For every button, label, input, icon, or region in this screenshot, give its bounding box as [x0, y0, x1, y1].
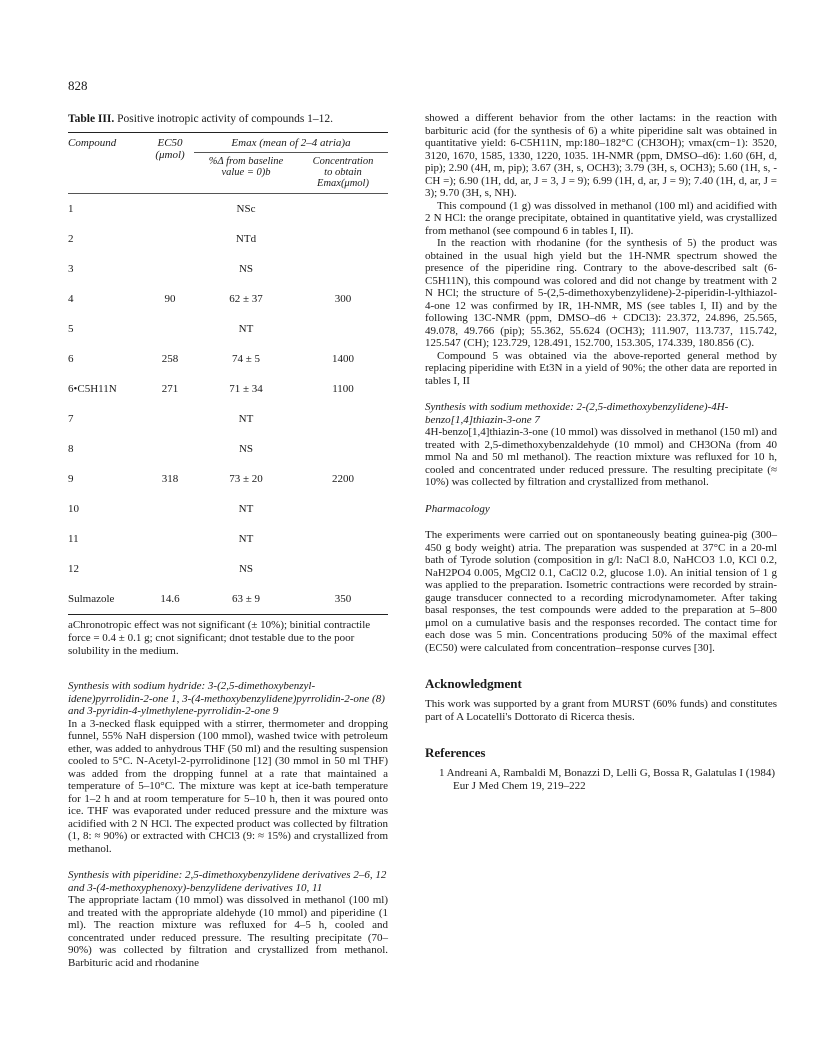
table-row: [68, 434, 388, 464]
cell-emax-pct: NT: [238, 323, 254, 335]
table-caption-text: Positive inotropic activity of compounds 1–12.: [117, 113, 334, 125]
header-emax-rule: [194, 152, 388, 153]
header-pct-line1: %Δ from baseline: [208, 156, 284, 167]
cell-emax-pct: NT: [238, 503, 254, 515]
cell-emax-conc: 1100: [332, 383, 354, 395]
header-ec50-line2: (μmol): [155, 149, 185, 161]
table-row: [68, 314, 388, 344]
table-row: [68, 554, 388, 584]
section-sodium-hydride-title: Synthesis with sodium hydride: 3-(2,5-dimethoxybenzyl-idene)pyrrolidin-2-one 1, 3-(4-methoxybenzylidene)pyrrolidin-2-one (8) and 3-pyridin-4-ylmethylene-pyrrolidin-2-one 9: [68, 680, 385, 717]
cell-ec50: [146, 194, 194, 224]
table-row: [68, 404, 388, 434]
cell-emax-conc: 300: [334, 293, 352, 305]
cell-emax-conc: 2200: [332, 473, 354, 485]
table-row: [68, 284, 388, 314]
table-footnote: aChronotropic effect was not significant (± 10%); binitial contractile force = 0.4 ± 0.1 g; cnot significant; dnot testable due to the poor solubility in the medium.: [68, 619, 371, 657]
paragraph-compound-dissolved: This compound (1 g) was dissolved in methanol (100 ml) and acidified with 2 N HCl: the orange precipitate, obtained in quantitative yield, was crystallized from methanol (see compound 6 in tables I, II).: [425, 199, 777, 237]
header-emax: [194, 133, 388, 189]
header-conc-line2: to obtain Emax(μmol): [317, 167, 369, 189]
paragraph-barbituric: showed a different behavior from the other lactams: in the reaction with barbituric acid (for the synthesis of 6) a white piperidine salt was obtained in quantitative yield: 6-C5H11N, mp:180–182°C (CH3OH); νmax(cm−1): 3520, 3120, 1670, 1585, 1330, 1220, 1035. 1H-NMR (ppm, DMSO–d6): 1.60 (6H, d, pip); 2.90 (4H, m, pip); 3.67 (3H, s, OCH3); 3.79 (3H, s, OCH3); 5.60 (1H, s, -CH =); 6.90 (1H, dd, ar, J = 3, J = 9); 6.99 (1H, d, ar, J = 9); 7.40 (1H, d, ar, J = 3); 9.70 (3H, s, NH).: [425, 112, 777, 199]
cell-emax-pct: NS: [238, 563, 254, 575]
cell-ec50: 318: [161, 473, 179, 485]
table-row: [68, 524, 388, 554]
cell-ec50: [146, 524, 194, 554]
cell-ec50: [146, 314, 194, 344]
cell-ec50: [146, 404, 194, 434]
table-row: [68, 494, 388, 524]
header-pct: [194, 156, 298, 189]
cell-compound: 8: [68, 443, 74, 455]
acknowledgment-body: This work was supported by a grant from MURST (60% funds) and constitutes part of A Locatelli's Dottorato di Ricerca thesis.: [425, 698, 777, 723]
header-compound: Compound: [68, 137, 117, 149]
section-sodium-hydride-body: In a 3-necked flask equipped with a stirrer, thermometer and dropping funnel, 55% NaH dispersion (100 mmol), washed twice with petroleum ether, was added to anhydrous THF (50 ml) and the resulting suspension cooled to 5°C. N-Acetyl-2-pyrrolidinone [12] (30 mmol in 50 ml THF) was added from the dropping funnel at a rate that maintained a temperature of 5–10°C. The mixture was kept at ice-bath temperature for 1–2 h and at room temperature for 5–10 h, then it was poured onto ice. THF was evaporated under reduced pressure and the mixture was acidified with 2 N HCl. The expected product was collected by filtration (1, 8: ≈ 90%) or extracted with CHCl3 (9: ≈ 15%) and crystallized from methanol.: [68, 717, 388, 855]
section-pharmacology-body: The experiments were carried out on spontaneously beating guinea-pig (300–450 g body weight) atria. The preparation was suspended at 37°C in a 20-ml bath of Tyrode solution (composition in g/l: NaCl 8.0, NaHCO3 1.0, KCl 0.2, NaH2PO4 0.005, MgCl2 0.1, CaCl2 0.2, glucose 1.0). An initial tension of 1 g was applied to the preparation. Isometric contractions were recorded by strain-gauge transducer connected to a recording microdynamometer. After taking basal responses, the test compounds were added to the preparation at 5–800 μmol on a cumulative basis and the responses recorded. The contact time for each dose was 5 min. Concentrations producing 50% of the maximal effect (EC50) were calculated from concentration–response curves [30].: [425, 529, 777, 654]
cell-emax-conc: [298, 254, 388, 284]
table-row: [68, 224, 388, 254]
table-row: [68, 254, 388, 284]
cell-emax-conc: 1400: [332, 353, 354, 365]
header-conc-line1: Concentration: [312, 156, 374, 167]
cell-emax-pct: NS: [238, 443, 254, 455]
cell-ec50: [146, 494, 194, 524]
cell-emax-pct: 71 ± 34: [229, 383, 263, 395]
cell-ec50: 14.6: [160, 593, 180, 605]
table-caption-label: Table III.: [68, 113, 115, 125]
cell-emax-conc: [298, 404, 388, 434]
cell-compound: 4: [68, 293, 74, 305]
cell-emax-pct: NTd: [235, 233, 257, 245]
inotropic-activity-table: [68, 133, 388, 189]
header-emax-subcolumns: [194, 156, 388, 189]
cell-emax-pct: NSc: [236, 203, 256, 215]
cell-compound: 9: [68, 473, 74, 485]
cell-ec50: [146, 224, 194, 254]
cell-ec50: [146, 434, 194, 464]
cell-emax-conc: [298, 524, 388, 554]
table-body: [68, 194, 388, 614]
cell-emax-conc: 350: [334, 593, 352, 605]
cell-compound: 12: [68, 563, 79, 575]
cell-ec50: 258: [161, 353, 179, 365]
cell-compound: 6: [68, 353, 74, 365]
left-column: [68, 112, 388, 969]
header-ec50: [146, 133, 194, 189]
cell-emax-pct: 73 ± 20: [229, 473, 263, 485]
table-row: [68, 464, 388, 494]
cell-emax-conc: [298, 554, 388, 584]
cell-emax-pct: 63 ± 9: [231, 593, 261, 605]
cell-ec50: [146, 554, 194, 584]
cell-emax-conc: [298, 194, 388, 224]
cell-emax-pct: NS: [238, 263, 254, 275]
cell-ec50: 271: [161, 383, 179, 395]
cell-emax-conc: [298, 314, 388, 344]
paragraph-rhodanine: In the reaction with rhodanine (for the synthesis of 5) the product was obtained in the usual high yield but the 1H-NMR spectrum showed the presence of the piperidine ring. Contrary to the above-described salt (6-C5H11N), this compound was colored and did not change by treatment with 2 N HCl; the structure of 5-(2,5-dimethoxybenzylidene)-2-piperidin-l-ylthiazol-4-one 12 was confirmed by IR, 1H-NMR, MS (see tables I, II) and by the following 13C-NMR (ppm, DMSO–d6 + CDCl3): 23.372, 24.896, 25.565, 49.078, 49.766 (pip); 55.362, 55.624 (OCH3); 111.907, 113.737, 115.742, 125.547 (CH); 123.729, 128.491, 152.700, 153.305, 174.339, 180.856 (C).: [425, 237, 777, 349]
table-row: [68, 374, 388, 404]
cell-emax-pct: NT: [238, 533, 254, 545]
header-conc: [298, 156, 388, 189]
cell-compound: 6•C5H11N: [68, 383, 117, 395]
cell-compound: 7: [68, 413, 74, 425]
header-emax-main: Emax (mean of 2–4 atria)a: [231, 137, 351, 149]
cell-compound: 11: [68, 533, 79, 545]
cell-emax-pct: NT: [238, 413, 254, 425]
acknowledgment-heading: Acknowledgment: [425, 676, 522, 691]
header-ec50-line1: EC50: [157, 137, 183, 149]
page-number: 828: [68, 78, 88, 93]
cell-compound: Sulmazole: [68, 593, 115, 605]
cell-ec50: [146, 254, 194, 284]
right-column: [425, 112, 777, 792]
cell-emax-conc: [298, 224, 388, 254]
table-row: [68, 194, 388, 224]
cell-compound: 3: [68, 263, 74, 275]
reference-1: 1 Andreani A, Rambaldi M, Bonazzi D, Lelli G, Bossa R, Galatulas I (1984) Eur J Med Chem 19, 219–222: [439, 767, 776, 792]
section-piperidine-title: Synthesis with piperidine: 2,5-dimethoxybenzylidene derivatives 2–6, 12 and 3-(4-methoxyphenoxy)-benzylidene derivatives 10, 11: [68, 869, 387, 894]
references-heading: References: [425, 745, 486, 760]
table-row: [68, 344, 388, 374]
table-caption: [68, 112, 388, 126]
section-sodium-methoxide-title: Synthesis with sodium methoxide: 2-(2,5-dimethoxybenzylidene)-4H-benzo[1,4]thiazin-3-one 7: [425, 401, 729, 426]
cell-compound: 10: [68, 503, 79, 515]
section-pharmacology-title: Pharmacology: [425, 502, 490, 515]
cell-compound: 2: [68, 233, 74, 245]
cell-emax-pct: 74 ± 5: [231, 353, 261, 365]
cell-emax-conc: [298, 494, 388, 524]
table-row: [68, 584, 388, 614]
cell-emax-conc: [298, 434, 388, 464]
paragraph-compound-5: Compound 5 was obtained via the above-reported general method by replacing piperidine with Et3N in a yield of 90%; the other data are reported in tables I, II: [425, 349, 777, 387]
header-pct-line2: value = 0)b: [221, 167, 271, 178]
cell-emax-pct: 62 ± 37: [229, 293, 263, 305]
section-sodium-methoxide-body: 4H-benzo[1,4]thiazin-3-one (10 mmol) was dissolved in methanol (150 ml) and treated with 2,5-dimethoxybenzaldehyde (10 mmol) and CH3ONa (from 40 mmol Na and 50 ml methanol). The reaction mixture was refluxed for 10 h, cooled and concentrated under reduced pressure. The resulting precipitate (≈ 10%) was collected by filtration and crystallized from methanol.: [425, 426, 777, 488]
cell-compound: 5: [68, 323, 74, 335]
cell-compound: 1: [68, 203, 74, 215]
section-piperidine-body: The appropriate lactam (10 mmol) was dissolved in methanol (100 ml) and treated with the appropriate aldehyde (10 mmol) and piperidine (1 ml). The reaction mixture was refluxed for 4–5 h, cooled and concentrated under reduced pressure. The resulting precipitate (70–90%) was collected by filtration and crystallized from methanol. Barbituric acid and rhodanine: [68, 894, 388, 969]
cell-ec50: 90: [164, 293, 176, 305]
table-bottom-rule: [68, 614, 388, 615]
